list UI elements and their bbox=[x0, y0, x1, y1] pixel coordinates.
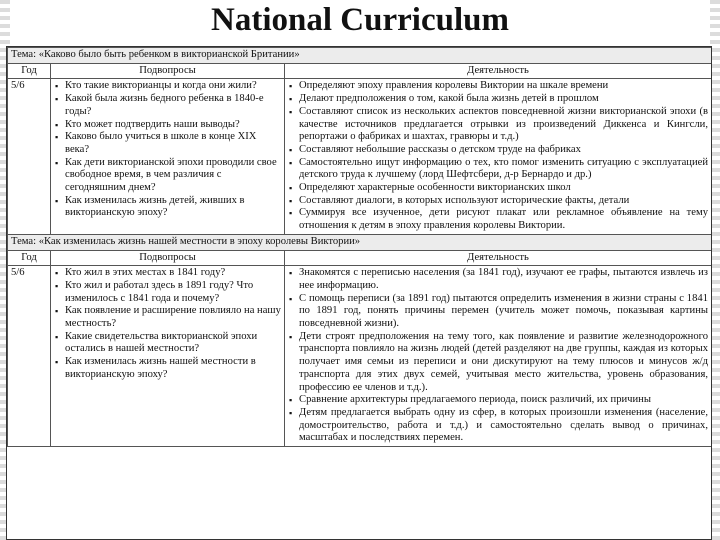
activity-item: ▪ Составляют список из нескольких аспектов повседневной жизни викторианской эпохи (в качестве источников предлагается отрывки из произведений Диккенса и Кингсли, репортажи о фабриках и шахтах, гравюры и т.д.) bbox=[299, 106, 708, 144]
activity-list bbox=[288, 80, 708, 232]
subquestion-item: ▪ Какой была жизнь бедного ребенка в 1840-е годы? bbox=[65, 93, 281, 118]
theme-row bbox=[8, 234, 712, 250]
activity-item: ▪ Делают предположения о том, какой была жизнь детей в прошлом bbox=[299, 93, 708, 106]
questions-cell bbox=[51, 79, 285, 234]
theme-title: Тема: «Каково было быть ребенком в викторианской Британии» bbox=[8, 48, 712, 64]
theme-row bbox=[8, 48, 712, 64]
activity-cell bbox=[285, 266, 712, 447]
header-row bbox=[8, 63, 712, 79]
year-cell: 5/6 bbox=[8, 266, 51, 447]
activity-item: ▪ Сравнение архитектуры предлагаемого периода, поиск различий, их причины bbox=[299, 394, 708, 407]
subquestion-item: ▪ Кто такие викторианцы и когда они жили? bbox=[65, 80, 281, 93]
header-row bbox=[8, 250, 712, 266]
questions-cell bbox=[51, 266, 285, 447]
activity-item: ▪ Знакомятся с переписью населения (за 1841 год), изучают ее графы, пытаются извлечь из нее информацию. bbox=[299, 267, 708, 292]
subquestion-item: ▪ Как появление и расширение повлияло на нашу местность? bbox=[65, 305, 281, 330]
activity-item: ▪ Дети строят предположения на тему того, как появление и развитие железнодорожного транспорта повлияло на жизнь людей (детей разделяют на две группы, каждая из которых получает имя семьи из переписи и они дискутируют на тему плюсов и минусов ж/д транспорта для этих двух семей, учитывая место жительства, уровень образования, профессию ее членов и т.д.). bbox=[299, 331, 708, 395]
year-header: Год bbox=[8, 250, 51, 266]
subquestion-item: ▪ Какие свидетельства викторианской эпохи остались в нашей местности? bbox=[65, 331, 281, 356]
activity-list bbox=[288, 267, 708, 445]
subquestion-item: ▪ Как изменилась жизнь нашей местности в викторианскую эпоху? bbox=[65, 356, 281, 381]
subquestion-item: ▪ Кто жил и работал здесь в 1891 году? Что изменилось с 1841 года и почему? bbox=[65, 280, 281, 305]
activity-item: ▪ Определяют эпоху правления королевы Виктории на шкале времени bbox=[299, 80, 708, 93]
subquestion-item: ▪ Кто может подтвердить наши выводы? bbox=[65, 119, 281, 132]
questions-header: Подвопросы bbox=[51, 250, 285, 266]
questions-list bbox=[54, 267, 281, 381]
activity-item: ▪ Составляют небольшие рассказы о детском труде на фабриках bbox=[299, 144, 708, 157]
curriculum-table bbox=[7, 47, 712, 447]
activity-item: ▪ Самостоятельно ищут информацию о тех, кто помог изменить ситуацию с эксплуатацией детского труда к лучшему (лорд Шефтсбери, д-р Бернардо и др.) bbox=[299, 157, 708, 182]
subquestion-item: ▪ Как изменилась жизнь детей, живших в викторианскую эпоху? bbox=[65, 195, 281, 220]
subquestion-item: ▪ Кто жил в этих местах в 1841 году? bbox=[65, 267, 281, 280]
content-row bbox=[8, 79, 712, 234]
activity-header: Деятельность bbox=[285, 250, 712, 266]
activity-header: Деятельность bbox=[285, 63, 712, 79]
year-cell: 5/6 bbox=[8, 79, 51, 234]
content-row bbox=[8, 266, 712, 447]
year-header: Год bbox=[8, 63, 51, 79]
slide-title: National Curriculum bbox=[211, 2, 509, 38]
activity-item: ▪ Детям предлагается выбрать одну из сфер, в которых произошли изменения (население, домостроительство, работа и т.д.) и самостоятельно сделать вывод о причинах, масштабах и последствиях перемен. bbox=[299, 407, 708, 445]
activity-item: ▪ Суммируя все изученное, дети рисуют плакат или рекламное объявление на тему отношения к детям в эпоху правления королевы Виктории. bbox=[299, 207, 708, 232]
questions-header: Подвопросы bbox=[51, 63, 285, 79]
curriculum-document bbox=[6, 46, 712, 540]
subquestion-item: ▪ Как дети викторианской эпохи проводили свое свободное время, в чем различия с сегодняшним днем? bbox=[65, 157, 281, 195]
activity-cell bbox=[285, 79, 712, 234]
subquestion-item: ▪ Каково было учиться в школе в конце XIX века? bbox=[65, 131, 281, 156]
questions-list bbox=[54, 80, 281, 220]
theme-title: Тема: «Как изменилась жизнь нашей местности в эпоху королевы Виктории» bbox=[8, 234, 712, 250]
activity-item: ▪ Составляют диалоги, в которых используют исторические факты, детали bbox=[299, 195, 708, 208]
activity-item: ▪ С помощь переписи (за 1891 год) пытаются определить изменения в жизни страны с 1841 по 1891 год, понять причины перемен (учитель может помочь, показывая картины повседневной жизни). bbox=[299, 293, 708, 331]
activity-item: ▪ Определяют характерные особенности викторианских школ bbox=[299, 182, 708, 195]
